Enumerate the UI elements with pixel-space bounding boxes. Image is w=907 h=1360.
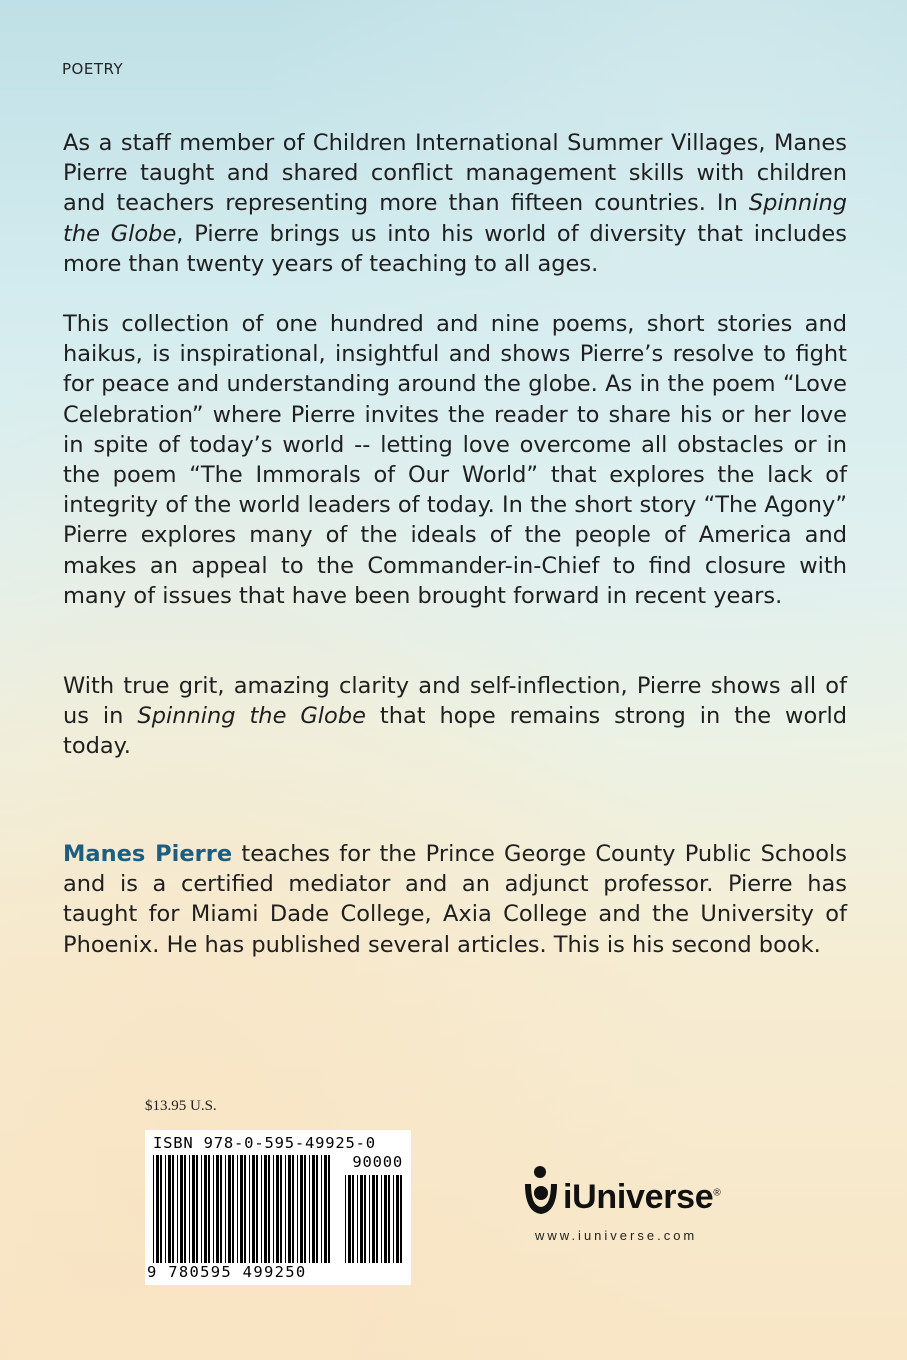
description-text: With true grit, amazing clarity and self-inflection, Pierre shows all of us in (63, 673, 847, 730)
description-text: As a staff member of Children International Summer Villages, Manes Pierre taught and shared conflict management skills with children and teachers representing more than fifteen countries. In (63, 130, 847, 217)
book-title-italic: Spinning the Globe (137, 703, 366, 730)
publisher-name-text: iUniverse (563, 1178, 714, 1216)
author-bio (63, 839, 847, 960)
description-text: that hope remains strong in the world today. (63, 703, 847, 760)
iuniverse-logo-icon (521, 1160, 563, 1222)
book-title-italic: Spinning the Globe (63, 190, 847, 247)
author-bio-text: teaches for the Prince George County Public Schools and is a certified mediator and an adjunct professor. Pierre has taught for Miami Dade College, Axia College and the University of Phoenix. He has published several articles. This is his second book. (63, 841, 847, 958)
description-paragraph-2: This collection of one hundred and nine poems, short stories and haikus, is inspirational, insightful and shows Pierre’s resolve to fight for peace and understanding around the globe. As in the poem “Love Celebration” where Pierre invites the reader to share his or her love in spite of today’s world -- letting love overcome all obstacles or in the poem “The Immorals of Our World” that explores the lack of integrity of the world leaders of today. In the short story “The Agony” Pierre explores many of the ideals of the people of America and makes an appeal to the Commander-in-Chief to find closure with many of issues that have been brought forward in recent years. (63, 311, 847, 609)
description-paragraph-3 (63, 671, 847, 762)
publisher-url: www.iuniverse.com (535, 1228, 698, 1243)
barcode-addon-digits: 90000 (352, 1153, 403, 1171)
barcode-bars (145, 1130, 411, 1285)
publisher-name (563, 1178, 720, 1217)
publisher-logo (521, 1160, 771, 1250)
description-paragraph-1 (63, 128, 847, 279)
category-label: POETRY (62, 60, 124, 78)
isbn-number: ISBN 978-0-595-49925-0 (153, 1134, 376, 1152)
price-label: $13.95 U.S. (145, 1098, 217, 1114)
isbn-barcode (145, 1130, 411, 1285)
barcode-ean-digits: 9 780595 499250 (147, 1263, 307, 1281)
author-name: Manes Pierre (63, 841, 233, 867)
description-text: , Pierre brings us into his world of diversity that includes more than twenty years of teaching to all ages. (63, 220, 847, 277)
registered-mark: ® (713, 1187, 721, 1199)
